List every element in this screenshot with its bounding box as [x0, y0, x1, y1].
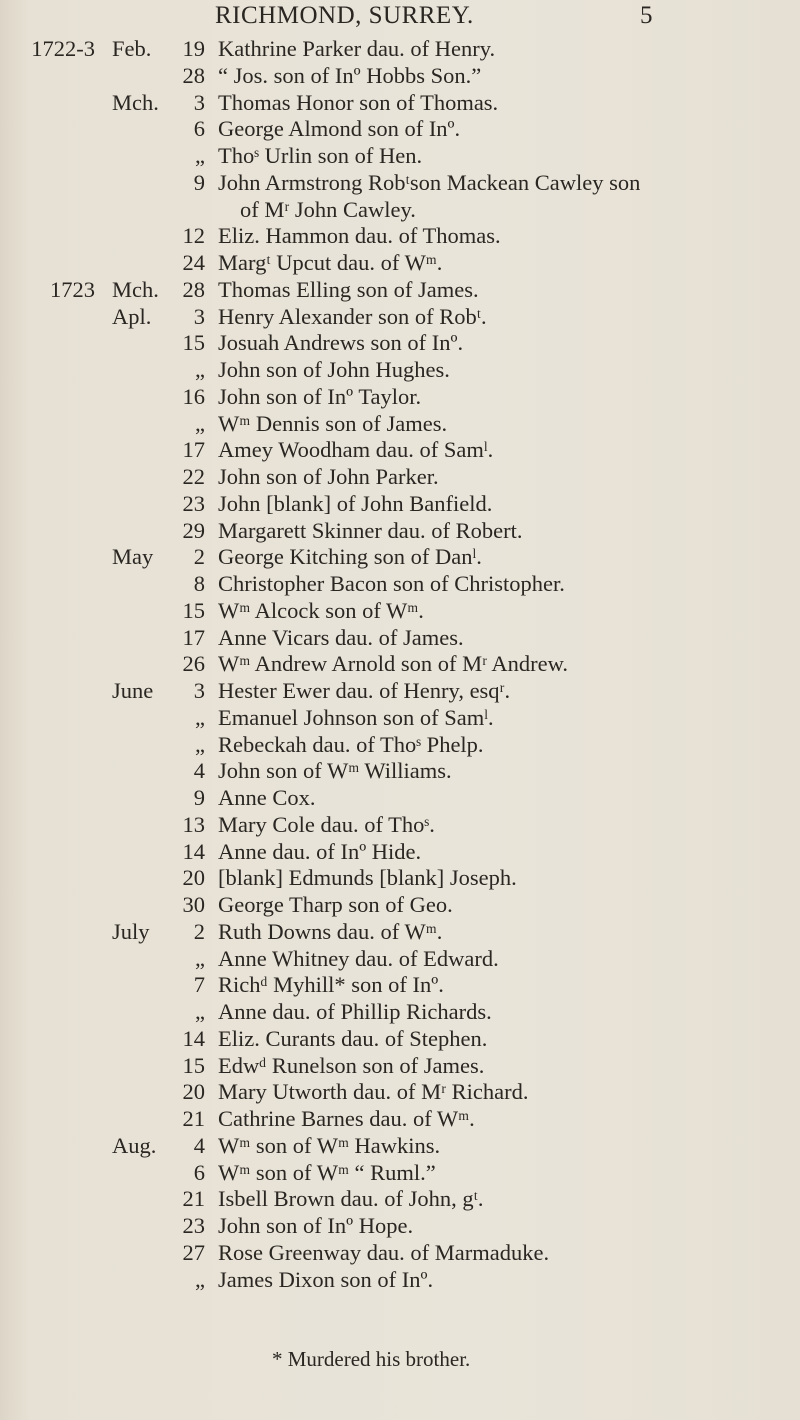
entry-text: John [blank] of John Banfield. [218, 490, 493, 516]
entry-text: Emanuel Johnson son of Samˡ. [218, 704, 494, 730]
entry-text: [blank] Edmunds [blank] Joseph. [218, 865, 517, 891]
register-entry [0, 1026, 800, 1053]
register-entry [0, 999, 800, 1026]
register-entry [0, 170, 800, 197]
register-entry [0, 758, 800, 785]
entry-text: Wᵐ son of Wᵐ Hawkins. [218, 1132, 441, 1158]
register-entry [0, 598, 800, 625]
entry-day: 15 [182, 1052, 205, 1078]
entry-day: 28 [182, 62, 205, 88]
entry-year: 1723 [50, 276, 95, 302]
page-number: 5 [640, 2, 653, 29]
entry-text: John son of John Parker. [218, 464, 439, 489]
entry-day: 6 [193, 1159, 205, 1185]
entry-text: Josuah Andrews son of Inº. [218, 330, 464, 356]
entry-text: Richᵈ Myhill* son of Inº. [218, 972, 444, 998]
entry-text: John son of John Hughes. [218, 357, 450, 382]
entry-day: 20 [182, 1079, 205, 1105]
register-entry [0, 625, 800, 652]
entry-month: May [112, 544, 154, 570]
register-entry [0, 330, 800, 357]
entry-day: 13 [182, 811, 205, 837]
entry-day: 3 [193, 89, 205, 115]
entry-text: Wᵐ Alcock son of Wᵐ. [218, 597, 424, 623]
entry-text: Ruth Downs dau. of Wᵐ. [218, 918, 443, 944]
entry-day: 15 [182, 597, 205, 623]
entry-text: Anne Vicars dau. of James. [218, 624, 464, 650]
entry-day: 20 [182, 865, 205, 891]
register-entry [0, 571, 800, 598]
entry-text: Thomas Elling son of James. [218, 276, 479, 302]
entry-month: Aug. [112, 1132, 157, 1158]
register-entry [0, 544, 800, 571]
entry-day: 8 [193, 571, 205, 596]
register-entry [0, 304, 800, 331]
register-entries [0, 36, 800, 1293]
entry-text: Anne dau. of Inº Hide. [218, 838, 422, 864]
register-entry [0, 1267, 800, 1294]
register-entry [0, 411, 800, 438]
entry-text: Anne Whitney dau. of Edward. [218, 945, 499, 971]
register-entry [0, 518, 800, 545]
register-entry [0, 90, 800, 117]
register-entry [0, 143, 800, 170]
register-entry [0, 1133, 800, 1160]
entry-month: Feb. [112, 36, 152, 61]
entry-day: 14 [182, 838, 205, 864]
entry-text: John son of Inº Hope. [218, 1213, 414, 1238]
register-entry [0, 1213, 800, 1240]
entry-text: George Almond son of Inº. [218, 116, 461, 142]
entry-text: Wᵐ son of Wᵐ “ Ruml.” [218, 1159, 436, 1185]
entry-day: 14 [182, 1025, 205, 1051]
entry-year: 1722-3 [31, 36, 95, 61]
entry-text: Anne Cox. [218, 785, 316, 810]
entry-day: „ [195, 731, 205, 757]
entry-day: „ [195, 143, 205, 168]
register-entry [0, 277, 800, 304]
entry-text: “ Jos. son of Inº Hobbs Son.” [218, 62, 482, 88]
entry-text: Kathrine Parker dau. of Henry. [218, 36, 496, 61]
footnote: * Murdered his brother. [272, 1347, 471, 1371]
entry-day: 4 [193, 1132, 205, 1158]
register-entry [0, 705, 800, 732]
register-entry [0, 116, 800, 143]
entry-day: 9 [193, 169, 205, 195]
register-entry [0, 865, 800, 892]
entry-day: 15 [182, 330, 205, 356]
entry-text: Eliz. Curants dau. of Stephen. [218, 1025, 488, 1051]
register-entry [0, 250, 800, 277]
entry-text: Margᵗ Upcut dau. of Wᵐ. [218, 250, 443, 275]
register-entry [0, 732, 800, 759]
register-entry [0, 651, 800, 678]
entry-text: Thoˢ Urlin son of Hen. [218, 143, 423, 168]
entry-text: Margarett Skinner dau. of Robert. [218, 517, 523, 543]
entry-day: 3 [193, 678, 205, 703]
entry-month: Mch. [112, 276, 159, 302]
entry-day: 26 [182, 651, 205, 677]
entry-month: June [112, 678, 154, 703]
entry-day: 17 [182, 624, 205, 650]
entry-text: Rose Greenway dau. of Marmaduke. [218, 1239, 550, 1265]
entry-day: 12 [182, 223, 205, 249]
entry-day: „ [195, 1266, 205, 1292]
entry-day: 29 [182, 517, 205, 543]
entry-text: Isbell Brown dau. of John, gᵗ. [218, 1186, 484, 1212]
register-entry [0, 946, 800, 973]
register-entry [0, 384, 800, 411]
entry-month: Apl. [112, 303, 152, 329]
entry-day: 2 [193, 918, 205, 944]
register-entry [0, 919, 800, 946]
entry-text: Thomas Honor son of Thomas. [218, 89, 499, 115]
entry-text: Cathrine Barnes dau. of Wᵐ. [218, 1106, 475, 1131]
entry-day: 19 [182, 36, 205, 61]
entry-day: 4 [193, 758, 205, 784]
entry-continuation [0, 197, 800, 224]
entry-day: 21 [182, 1106, 205, 1131]
register-entry [0, 1240, 800, 1267]
entry-day: 3 [193, 303, 205, 329]
entry-text: John Armstrong Robᵗson Mackean Cawley son [218, 169, 641, 195]
entry-day: „ [195, 704, 205, 730]
register-entry [0, 437, 800, 464]
entry-text: John son of Inº Taylor. [218, 383, 422, 409]
entry-text: Amey Woodham dau. of Samˡ. [218, 437, 494, 463]
register-entry [0, 357, 800, 384]
entry-day: 2 [193, 544, 205, 570]
register-entry [0, 63, 800, 90]
register-entry [0, 1106, 800, 1133]
register-entry [0, 892, 800, 919]
entry-day: 30 [182, 892, 205, 917]
entry-day: „ [195, 999, 205, 1024]
entry-day: 22 [182, 464, 205, 489]
entry-day: 24 [182, 250, 205, 275]
entry-text: George Kitching son of Danˡ. [218, 544, 482, 570]
entry-day: 28 [182, 276, 205, 302]
register-entry [0, 491, 800, 518]
entry-text: Christopher Bacon son of Christopher. [218, 571, 565, 596]
entry-day: 21 [182, 1186, 205, 1212]
register-entry [0, 785, 800, 812]
entry-day: 23 [182, 1213, 205, 1238]
entry-text: Wᵐ Dennis son of James. [218, 410, 448, 436]
entry-text: Mary Cole dau. of Thoˢ. [218, 811, 435, 837]
entry-day: 6 [193, 116, 205, 142]
entry-day: „ [195, 357, 205, 382]
entry-day: 16 [182, 383, 205, 409]
entry-text: Eliz. Hammon dau. of Thomas. [218, 223, 501, 249]
entry-text: of Mʳ John Cawley. [240, 196, 416, 222]
entry-text: Anne dau. of Phillip Richards. [218, 999, 492, 1024]
entry-day: 23 [182, 490, 205, 516]
entry-month: July [112, 918, 150, 944]
running-header: RICHMOND, SURREY. [215, 2, 474, 29]
entry-day: „ [195, 945, 205, 971]
entry-day: 17 [182, 437, 205, 463]
entry-text: Edwᵈ Runelson son of James. [218, 1052, 485, 1078]
register-entry [0, 36, 800, 63]
entry-text: James Dixon son of Inº. [218, 1266, 434, 1292]
entry-text: John son of Wᵐ Williams. [218, 758, 452, 784]
entry-text: George Tharp son of Geo. [218, 892, 453, 917]
register-entry [0, 678, 800, 705]
entry-text: Wᵐ Andrew Arnold son of Mʳ Andrew. [218, 651, 569, 677]
register-entry [0, 812, 800, 839]
register-entry [0, 972, 800, 999]
entry-day: 9 [193, 785, 205, 810]
register-entry [0, 1079, 800, 1106]
entry-text: Rebeckah dau. of Thoˢ Phelp. [218, 731, 484, 757]
register-entry [0, 1053, 800, 1080]
entry-text: Henry Alexander son of Robᵗ. [218, 303, 487, 329]
register-entry [0, 1160, 800, 1187]
entry-day: 27 [182, 1239, 205, 1265]
register-entry [0, 223, 800, 250]
entry-text: Mary Utworth dau. of Mʳ Richard. [218, 1079, 529, 1105]
register-entry [0, 464, 800, 491]
entry-day: „ [195, 410, 205, 436]
entry-text: Hester Ewer dau. of Henry, esqʳ. [218, 678, 511, 703]
entry-day: 7 [193, 972, 205, 998]
entry-month: Mch. [112, 89, 159, 115]
register-entry [0, 1186, 800, 1213]
register-entry [0, 839, 800, 866]
